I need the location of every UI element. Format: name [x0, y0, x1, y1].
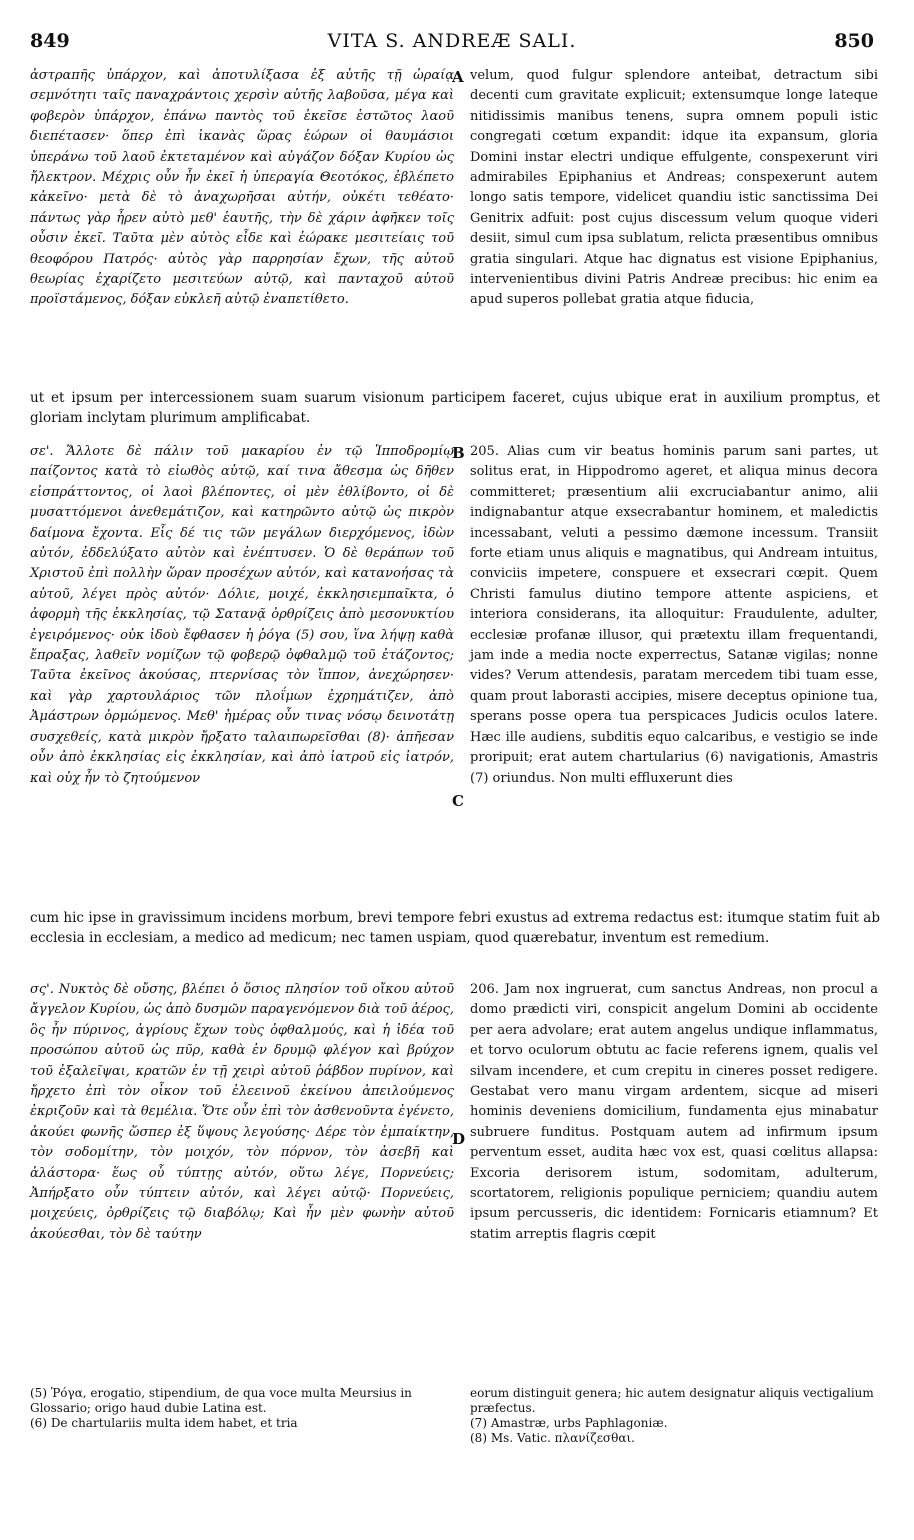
margin-mark-a: A — [452, 68, 464, 86]
margin-mark-d: D — [452, 1130, 466, 1148]
latin-full-width-section-1: ut et ipsum per intercessionem suam suarum visionum participem faceret, cujus ubique erat in auxilium promptus, et gloriam inclytam plurimum amplificabat. — [30, 390, 880, 427]
latin-paragraph: 205. Alias cum vir beatus hominis parum sani partes, ut solitus erat, in Hippodromo ageret, et aliqua minus decora committeret; præsentium alii excruciabantur animo, alii indignabantur atque exsecrabantur hominem, et maledictis incessabant, veluti a pessimo dæmone incessum. Transiit forte etiam unus aliquis e magnatibus, qui Andream intuitus, conviciis impetere, conspuere et exsecrari cœpit. Quem Christi famulus diutino tempore attente aspiciens, et interiora considerans, ita alloquitur: Fraudulente, adulter, ecclesiæ profanæ illusor, qui prætextu illam frequentandi, jam inde a media nocte experrectus, Satanæ vigilas; nonne vides? Verum attendesis, paratam mercedem tibi tuam esse, quam prout laborasti accipies, misere deceptus opinione tua, sperans posse opera tua perspicaces Judicis oculos latere. Hæc ille audiens, subditis equo calcaribus, e vestigio se inde proripuit; erat autem chartularius (6) navigationis, Amastris (7) oriundus. Non multi effluxerunt dies — [470, 444, 878, 786]
footnote: (8) Ms. Vatic. πλανίζεσθαι. — [470, 1431, 635, 1445]
running-title: VITA S. ANDREÆ SALI. — [327, 30, 577, 52]
greek-paragraph: σε'. Ἄλλοτε δὲ πάλιν τοῦ μακαρίου ἐν τῷ Ἱπποδρομίῳ παίζοντος κατὰ τὸ εἰωθὸς αὐτῷ, καί τινα ἄθεσμα ὡς δῆθεν εἰσπράττοντος, οἱ λαοὶ βλέποντες, οἱ μὲν ἐθλίβοντο, οἱ δὲ μυσαττόμενοι ἀνεθεμάτιζον, καὶ κατηρῶντο αὐτῷ ὡς πικρὸν δαίμονα ἔχοντα. Εἷς δέ τις τῶν μεγάλων διερχόμενος, ἰδὼν αὐτόν, ἐδδελύξατο αὐτὸν καὶ ἐνέπτυσεν. Ὁ δὲ θεράπων τοῦ Χριστοῦ ἐπὶ πολλὴν ὥραν προσέχων αὐτόν, καὶ κατανοήσας τὰ αὐτοῦ, λέγει πρὸς αὐτόν· Δόλιε, μοιχέ, ἐκκλησιεμπαῖκτα, ὁ ἀφορμὴ τῆς ἐκκλησίας, τῷ Σατανᾷ ὀρθρίζεις ἀπὸ μεσονυκτίου ἐγειρόμενος· οὐκ ἰδοὺ ἔφθασεν ἡ ῥόγα (5) σου, ἵνα λήψῃ καθὰ ἔπραξας, λαθεῖν νομίζων τῷ φοβερῷ ὀφθαλμῷ τοῦ ἐτάζοντος; Ταῦτα ἐκεῖνος ἀκούσας, πτερνίσας τὸν ἵππον, ἀνεχώρησεν· καὶ γὰρ χαρτουλάριος τῶν πλοΐμων ἐχρημάτιζεν, ἀπὸ Ἀμάστρων ὁρμώμενος. Μεθ' ἡμέρας οὖν τινας νόσῳ δεινοτάτῃ συσχεθείς, κατὰ μικρὸν ἤρξατο ταλαιπωρεῖσθαι (8)· ἀπῆεσαν οὖν ἀπὸ ἐκκλησίας εἰς ἐκκλησίαν, καὶ ἀπὸ ἰατροῦ εἰς ἰατρόν, καὶ οὐχ ἦν τὸ ζητούμενον — [30, 444, 454, 786]
greek-column-section-3 — [30, 980, 454, 1336]
footnote: (7) Amastræ, urbs Paphlagoniæ. — [470, 1416, 668, 1430]
latin-column-section-3 — [470, 980, 878, 1336]
greek-paragraph: ἀστραπῆς ὑπάρχον, καὶ ἀποτυλίξασα ἐξ αὐτῆς τῇ ὡραίᾳ σεμνότητι ταῖς παναχράντοις χερσὶν αὐτῆς λαβοῦσα, μέγα καὶ φοβερὸν ὑπάρχον, ἐπάνω παντὸς τοῦ ἐκεῖσε ἑστῶτος λαοῦ διεπέτασεν· ὅπερ ἐπὶ ἱκανὰς ὥρας ἑώρων οἱ θαυμάσιοι ὑπεράνω τοῦ λαοῦ ἐκτεταμένον καὶ αὐγάζον δόξαν Κυρίου ὡς ἤλεκτρον. Μέχρις οὖν ἦν ἐκεῖ ἡ ὑπεραγία Θεοτόκος, ἐβλέπετο κἀκεῖνο· μετὰ δὲ τὸ ἀναχωρῆσαι αὐτήν, οὐκέτι τεθέατο· πάντως γὰρ ἦρεν αὐτὸ μεθ' ἑαυτῆς, τὴν δὲ χάριν ἀφῆκεν τοῖς οὖσιν ἐκεῖ. Ταῦτα μὲν αὐτὸς εἶδε καὶ ἑώρακε μεσιτείαις τοῦ θεοφόρου Πατρός· αὐτὸς γὰρ παρρησίαν ἔχων, τῆς αὐτοῦ θεωρίας ἐχαρίζετο μεσιτεύων αὐτῷ, καὶ πανταχοῦ αὐτοῦ προϊστάμενος, δόξαν εὐκλεῆ αὐτῷ ἐναπετίθετο. — [30, 68, 454, 308]
margin-mark-b: B — [452, 444, 465, 462]
running-header — [30, 30, 874, 56]
latin-full-width-section-2: cum hic ipse in gravissimum incidens morbum, brevi tempore febri exustus ad extrema redactus est: itumque statim fuit ab ecclesia in ecclesiam, a medico ad medicum; nec tamen uspiam, quod quærebatur, inventum est remedium. — [30, 910, 880, 947]
margin-mark-c: C — [452, 792, 464, 810]
footnotes-left — [30, 1386, 454, 1431]
latin-column-section-1 — [470, 66, 878, 384]
page-number-right: 850 — [834, 30, 874, 52]
greek-paragraph: σς'. Νυκτὸς δὲ οὔσης, βλέπει ὁ ὅσιος πλησίον τοῦ οἴκου αὐτοῦ ἄγγελον Κυρίου, ὡς ἀπὸ δυσμῶν παραγενόμενον διὰ τοῦ ἀέρος, ὃς ἦν πύρινος, ἀγρίους ἔχων τοὺς ὀφθαλμούς, καὶ ἡ ἰδέα τοῦ προσώπου αὐτοῦ ὡς πῦρ, καθὰ ἐν δρυμῷ φλέγον καὶ βρύχον τοῦ ἐξαλεῖψαι, κρατῶν ἐν τῇ χειρὶ αὐτοῦ ῥάβδον πυρίνον, καὶ ἤρχετο ἐπὶ τὸν οἶκον τοῦ ἐλεεινοῦ ἐκείνου ἀπειλούμενος ἐκριζοῦν καὶ τὰ θεμέλια. Ὅτε οὖν ἐπὶ τὸν ἀσθενοῦντα ἐγένετο, ἀκούει φωνῆς ὥσπερ ἐξ ὕψους λεγούσης· Δέρε τὸν ἐμπαίκτην, τὸν σοδομίτην, τὸν μοιχόν, τὸν πόρνον, τὸν ἀσεβῆ καὶ ἀλάστορα· ἕως οὗ τύπτῃς αὐτόν, οὕτω λέγε, Πορνεύεις; Ἀπήρξατο οὖν τύπτειν αὐτόν, καὶ λέγει αὐτῷ· Πορνεύεις, μοιχεύεις, ὀρθρίζεις τῷ διαβόλῳ; Καὶ ἦν μὲν φωνὴν αὐτοῦ ἀκούεσθαι, τὸν δὲ ταύτην — [30, 982, 454, 1242]
footnotes-right — [470, 1386, 878, 1446]
greek-column-section-1 — [30, 66, 454, 384]
footnote: eorum distinguit genera; hic autem designatur aliquis vectigalium præfectus. — [470, 1386, 874, 1415]
greek-column-section-2 — [30, 442, 454, 904]
latin-paragraph: 206. Jam nox ingruerat, cum sanctus Andreas, non procul a domo prædicti viri, conspicit angelum Domini ab occidente per aera advolare; erat autem angelus undique inflammatus, et torvo oculorum obtutu ac facie referens ignem, qualis vel silvam incendere, et cum crepitu in cineres posset redigere. Gestabat vero manu virgam ardentem, sicque ad miseri hominis deveniens domicilium, fundamenta ejus minabatur subruere funditus. Postquam autem ad infirmum ipsum perventum esset, audita hæc vox est, quasi cœlitus allapsa: Excoria derisorem istum, sodomitam, adulterum, scortatorem, religionis populique perniciem; quandiu autem ipsum percusseris, dic identidem: Fornicaris etiamnum? Et statim arreptis flagris cœpit — [470, 982, 878, 1242]
footnote: (6) De chartulariis multa idem habet, et tria — [30, 1416, 298, 1430]
latin-paragraph: velum, quod fulgur splendore anteibat, detractum sibi decenti cum gravitate explicuit; extensumque longe lateque nitidissimis manibus tenens, supra omnem populi istic congregati cœtum expandit: idque ita expansum, gloria Domini instar electri undique effulgente, conspexerunt viri admirabiles Epiphanius et Andreas; conspexerunt autem longo satis tempore, videlicet quandiu istic sanctissima Dei Genitrix adfuit: post cujus discessum velum quoque videri desiit, simul cum ipsa sublatum, relicta præsentibus omnibus gratia singulari. Atque hac dignatus est visione Epiphanius, intervenientibus divini Patris Andreæ precibus: hic enim ea apud superos pollebat gratia atque fiducia, — [470, 68, 878, 308]
footnote: (5) Ῥόγα, erogatio, stipendium, de qua voce multa Meursius in Glossario; origo haud dubie Latina est. — [30, 1386, 412, 1415]
latin-column-section-2 — [470, 442, 878, 904]
page-number-left: 849 — [30, 30, 70, 52]
